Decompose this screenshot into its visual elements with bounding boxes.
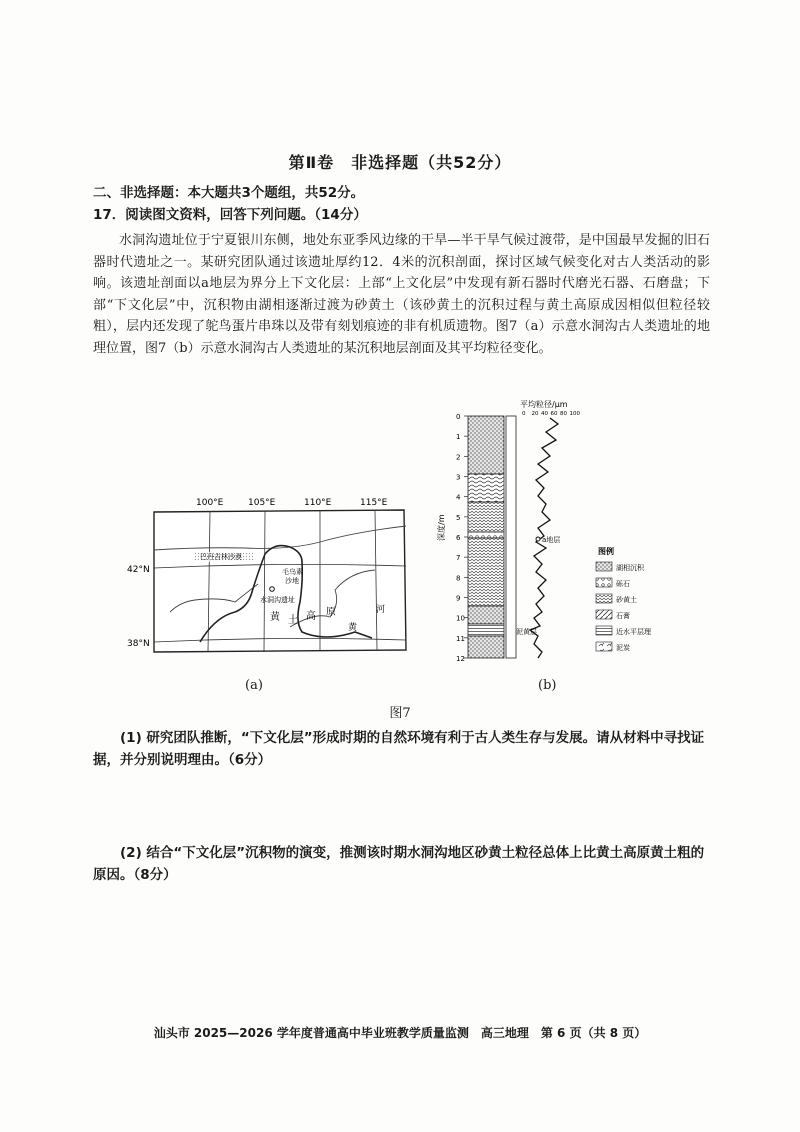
legend-item-peat: 泥炭 (616, 644, 630, 652)
depth-tick-11: 11 (456, 634, 465, 643)
layer-a-label: a地层 (542, 536, 561, 544)
sub-question-1: (1) 研究团队推断，“下文化层”形成时期的自然环境有利于古人类生存与发展。请从材料中寻找证据，并分别说明理由。（6分） (93, 730, 705, 768)
depth-tick-4: 4 (456, 493, 461, 502)
yellow-river-label-1: 黄 (348, 623, 358, 633)
loess-label-1: 黄 (270, 612, 280, 623)
legend (596, 562, 612, 651)
part-heading: 二、非选择题：本大题共3个题组，共52分。 (93, 185, 365, 201)
grain-tick-80: 80 (560, 411, 567, 417)
depth-tick-8: 8 (456, 574, 461, 583)
depth-axis-title: 深度/m (437, 514, 446, 541)
lon-110-label: 110°E (304, 498, 332, 508)
grain-axis-title: 平均粒径/μm (520, 400, 568, 409)
legend-item-gravel: 砾石 (616, 580, 630, 588)
depth-tick-12: 12 (456, 655, 465, 663)
lon-115-label: 115°E (360, 498, 388, 508)
depth-tick-3: 3 (456, 473, 461, 482)
loess-label-3: 高 (306, 611, 316, 622)
stratigraphic-section-figure (438, 396, 668, 668)
grain-tick-20: 20 (531, 411, 539, 417)
grain-tick-60: 60 (550, 411, 558, 417)
grain-tick-40: 40 (541, 411, 548, 417)
grain-tick-100: 100 (569, 411, 580, 417)
section-column (468, 416, 516, 658)
depth-tick-10: 10 (456, 614, 465, 623)
grain-tick-0: 0 (522, 411, 526, 417)
badain-jaran-desert-label: 巴丹吉林沙漠 (200, 553, 242, 561)
yellow-river-label-2: 河 (376, 605, 386, 615)
depth-tick-0: 0 (456, 413, 461, 421)
section-title: 第Ⅱ卷 非选择题（共52分） (288, 153, 512, 172)
depth-tick-labels (456, 413, 468, 663)
legend-item-bedding: 近水平层理 (616, 628, 651, 636)
depth-tick-7: 7 (456, 554, 461, 563)
question-17-stem: 17．阅读图文资料，回答下列问题。（14分） (93, 207, 367, 223)
bottom-layer-label: 泥黄层 (516, 628, 537, 636)
loess-label-4: 原 (326, 607, 336, 618)
site-marker-icon (270, 587, 275, 592)
question-17-passage: 水洞沟遗址位于宁夏银川东侧，地处东亚季风边缘的干旱—半干旱气候过渡带，是中国最早发掘的旧石器时代遗址之一。某研究团队通过该遗址厚约12．4米的沉积剖面，探讨区域气候变化对古人类活动的影响。该遗址剖面以a地层为界分上下文化层：上部“上文化层”中发现有新石器时代磨光石器、石磨盘；下部“下文化层”中，沉积物由湖相逐渐过渡为砂黄土（该砂黄土的沉积过程与黄土高原成因相似但粒径较粗），层内还发现了鸵鸟蛋片串珠以及带有刻划痕迹的非有机质遗物。图7（a）示意水洞沟古人类遗址的地理位置，图7（b）示意水洞沟古人类遗址的某沉积地层剖面及其平均粒径变化。 (93, 233, 710, 356)
loess-label-2: 土 (288, 615, 298, 626)
lon-100-label: 100°E (196, 498, 224, 508)
mu-us-label-2: 沙地 (285, 577, 299, 585)
sub-question-2: (2) 结合“下文化层”沉积物的演变，推测该时期水洞沟地区砂黄土粒径总体上比黄土高原黄土粗的原因。（8分） (93, 845, 705, 883)
lat-42-label: 42°N (127, 565, 150, 575)
map-sublabel: (a) (245, 678, 263, 693)
grain-tick-labels (522, 411, 580, 417)
depth-tick-5: 5 (456, 513, 461, 522)
location-map-figure (127, 492, 420, 692)
mu-us-label-1: 毛乌素 (282, 568, 303, 576)
layer-a-marker-icon (536, 537, 540, 541)
site-label: 水洞沟遗址 (260, 596, 295, 604)
lat-38-label: 38°N (127, 639, 150, 649)
depth-tick-1: 1 (456, 433, 461, 442)
legend-title: 图例 (598, 547, 614, 556)
depth-tick-6: 6 (456, 534, 461, 542)
depth-tick-9: 9 (456, 594, 461, 603)
figure-caption: 图7 (389, 706, 411, 721)
section-sublabel: (b) (538, 678, 557, 693)
legend-item-sandy-loess: 砂黄土 (616, 596, 637, 604)
page-footer: 汕头市 2025—2026 学年度普通高中毕业班教学质量监测 高三地理 第 6 页（共 8 页） (153, 1026, 647, 1040)
legend-item-lake: 湖相沉积 (616, 564, 644, 572)
lon-105-label: 105°E (248, 498, 276, 508)
legend-item-gypsum: 石膏 (616, 612, 630, 620)
depth-tick-2: 2 (456, 453, 461, 462)
